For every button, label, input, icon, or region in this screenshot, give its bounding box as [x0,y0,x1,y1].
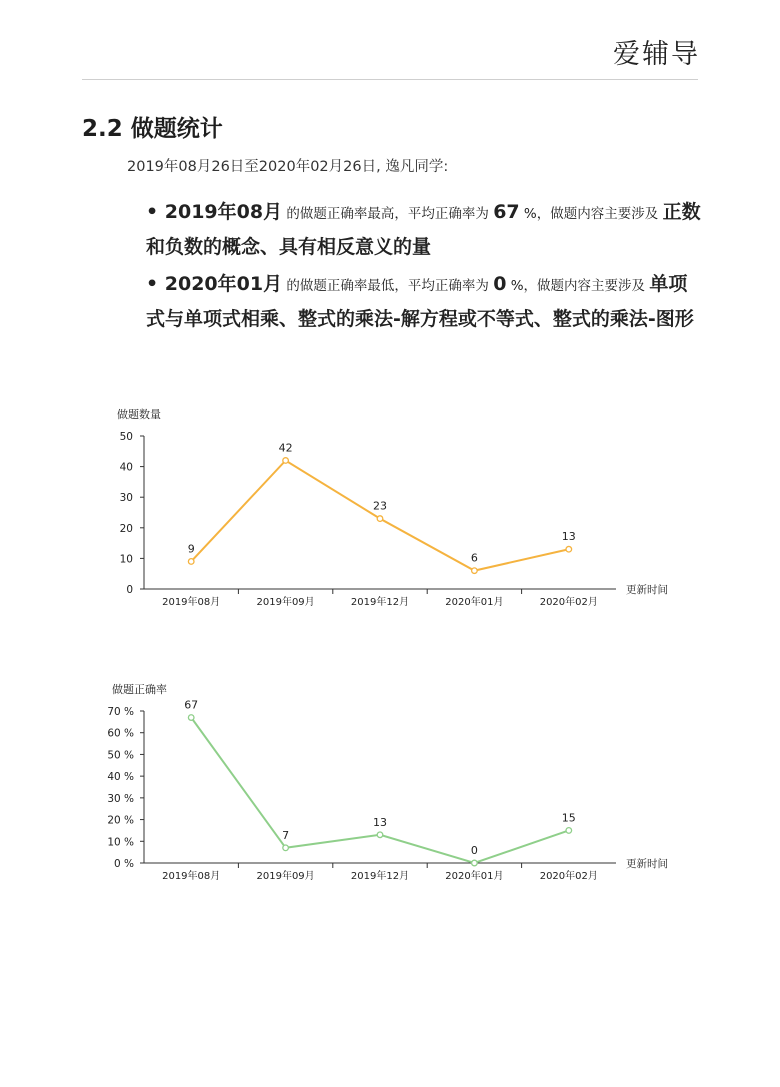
bullet-text: ，做题内容主要涉及 [536,206,663,222]
bullet-pct: % [519,206,537,222]
data-label: 9 [187,542,195,556]
list-item [146,196,702,266]
bullet-month: 2020年01月 [164,273,283,295]
x-tick-label: 2020年02月 [539,871,598,882]
data-label: 42 [278,441,293,455]
data-label: 7 [282,828,290,842]
y-tick-label: 10 % [107,836,134,849]
data-label: 67 [184,698,199,712]
y-tick-label: 70 % [107,706,134,718]
y-axis-title: 做题数量 [117,408,161,421]
data-point [566,828,572,834]
data-point [472,860,478,866]
x-tick-label: 2020年01月 [445,871,504,882]
y-axis-title: 做题正确率 [112,683,167,696]
y-tick-label: 30 % [107,792,134,805]
y-tick-label: 50 [119,431,133,443]
data-label: 23 [373,499,387,513]
brand-logo: 爱辅导 [613,39,700,70]
bullet-text: 的做题正确率最高，平均正确率为 [282,206,494,222]
x-tick-label: 2019年08月 [162,871,221,882]
data-point [377,832,383,838]
bullet-month: 2019年08月 [164,201,283,223]
y-tick-label: 50 % [107,749,134,762]
data-point [377,516,383,522]
data-label: 6 [470,551,478,565]
bullet-dot: • [146,273,165,295]
bullet-topics: 单项式与单项式相乘、整式的乘法-解方程或不等式、整式的乘法-图形 [146,273,694,330]
x-tick-label: 2020年01月 [445,597,504,608]
x-axis-title: 更新时间 [626,858,668,870]
y-tick-label: 0 % [114,858,134,870]
data-label: 15 [561,811,576,825]
section-title: 2.2 做题统计 [82,116,223,142]
x-tick-label: 2019年09月 [256,597,315,608]
y-tick-label: 10 [119,553,133,566]
y-tick-label: 60 % [107,727,134,740]
bullet-text: 的做题正确率最低，平均正确率为 [282,278,494,294]
y-tick-label: 20 [119,522,133,535]
x-tick-label: 2019年12月 [350,871,410,882]
bullet-rate: 67 [493,201,520,223]
data-point [472,568,478,574]
x-tick-label: 2019年12月 [350,597,410,608]
y-tick-label: 40 [119,461,133,474]
data-point [566,546,572,552]
data-label: 0 [470,844,478,857]
data-label: 13 [561,530,576,544]
list-item [146,268,702,338]
bullet-topics: 正数和负数的概念、具有相反意义的量 [146,201,701,258]
bullet-rate: 0 [493,273,507,295]
question-count-chart [0,395,780,625]
x-axis-title: 更新时间 [626,584,668,596]
x-tick-label: 2020年02月 [539,597,598,608]
data-point [283,458,289,464]
data-point [188,715,194,721]
x-tick-label: 2019年09月 [256,871,315,882]
bullet-text: ，做题内容主要涉及 [523,278,650,294]
section-intro: 2019年08月26日至2020年02月26日, 逸凡同学: [127,159,449,175]
accuracy-rate-chart [0,670,780,900]
header-divider [82,79,698,80]
data-label: 13 [373,815,387,829]
bullet-pct: % [506,278,524,294]
x-tick-label: 2019年08月 [162,597,221,608]
series-line [191,718,569,863]
y-tick-label: 0 [126,584,133,596]
data-point [188,559,194,565]
y-tick-label: 40 % [107,771,134,784]
bullet-dot: • [146,201,165,223]
data-point [283,845,289,851]
y-tick-label: 20 % [107,814,134,827]
y-tick-label: 30 [119,492,133,505]
